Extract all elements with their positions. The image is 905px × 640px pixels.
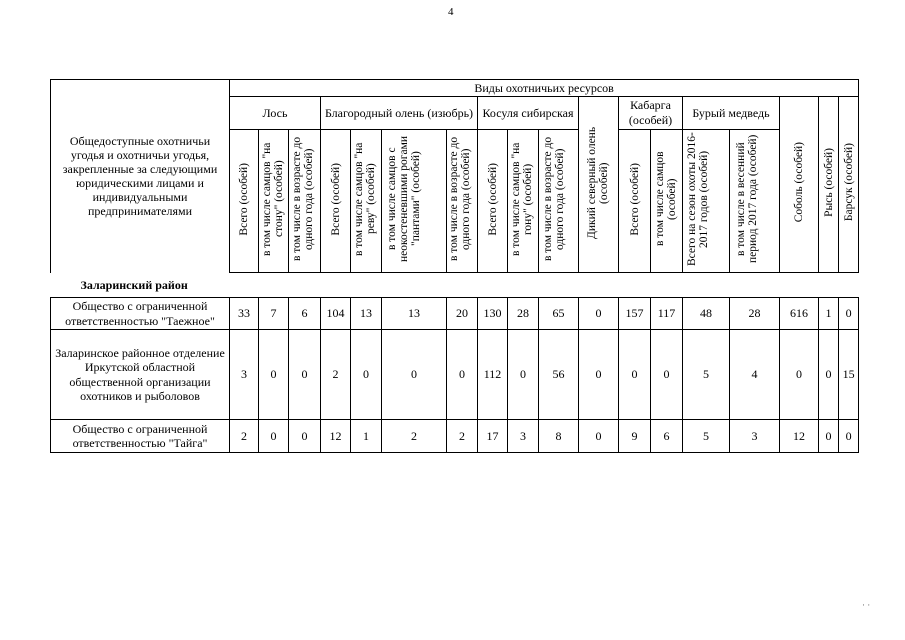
cell: 3 (508, 420, 539, 453)
group-bear: Бурый медведь (683, 97, 780, 130)
cell: 7 (259, 298, 289, 330)
cell: 8 (539, 420, 579, 453)
subcol-muskdeer-males: в том числе самцов (особей) (651, 130, 683, 273)
table-row (51, 420, 859, 453)
cell: 2 (321, 330, 351, 420)
subcol-reddeer-total: Всего (особей) (321, 130, 351, 273)
cell: 28 (508, 298, 539, 330)
subcol-reddeer-young: в том числе в возрасте до одного года (особей) (447, 130, 478, 273)
cell: 13 (382, 298, 447, 330)
group-lynx: Рысь (особей) (819, 97, 839, 273)
cell: 2 (447, 420, 478, 453)
group-reindeer: Дикий северный олень (особей) (579, 97, 619, 273)
cell: 104 (321, 298, 351, 330)
cell: 0 (508, 330, 539, 420)
cell: 0 (619, 330, 651, 420)
org-name: Общество с ограниченной ответственностью "Тайга" (51, 420, 230, 453)
cell: 0 (839, 298, 859, 330)
group-elk: Лось (230, 97, 321, 130)
subcol-elk-young: в том числе в возрасте до одного года (особей) (289, 130, 321, 273)
subcol-reddeer-antlers: в том числе самцов с неокостеневшими рогами "пантами" (особей) (382, 130, 447, 273)
cell: 2 (382, 420, 447, 453)
cell: 5 (683, 420, 730, 453)
cell: 1 (351, 420, 382, 453)
cell: 6 (289, 298, 321, 330)
cell: 33 (230, 298, 259, 330)
subcol-elk-total: Всего (особей) (230, 130, 259, 273)
hunting-resources-table (50, 79, 859, 453)
cell: 0 (289, 330, 321, 420)
page-number: 4 (448, 6, 454, 18)
cell: 0 (351, 330, 382, 420)
cell: 4 (730, 330, 780, 420)
cell: 13 (351, 298, 382, 330)
cell: 0 (259, 330, 289, 420)
cell: 130 (478, 298, 508, 330)
table-row (51, 298, 859, 330)
cell: 0 (819, 420, 839, 453)
cell: 6 (651, 420, 683, 453)
corner-header: Общедоступные охотничьи угодья и охотничьи угодья, закрепленные за следующими юридическими лицами и индивидуальными предпринимателями (51, 80, 230, 273)
scan-mark: · · (862, 600, 871, 610)
group-red-deer: Благородный олень (изюбрь) (321, 97, 478, 130)
subcol-elk-males: в том числе самцов "на стону" (особей) (259, 130, 289, 273)
cell: 157 (619, 298, 651, 330)
table-row (51, 330, 859, 420)
cell: 2 (230, 420, 259, 453)
cell: 3 (230, 330, 259, 420)
subcol-roedeer-young: в том числе в возрасте до одного года (особей) (539, 130, 579, 273)
group-musk-deer: Кабарга (особей) (619, 97, 683, 130)
resources-title: Виды охотничьих ресурсов (230, 80, 859, 97)
subcol-reddeer-males: в том числе самцов "на реву" (особей) (351, 130, 382, 273)
cell: 28 (730, 298, 780, 330)
cell: 112 (478, 330, 508, 420)
cell: 0 (579, 330, 619, 420)
cell: 56 (539, 330, 579, 420)
subcol-roedeer-males: в том числе самцов "на гону" (особей) (508, 130, 539, 273)
cell: 0 (651, 330, 683, 420)
cell: 48 (683, 298, 730, 330)
cell: 0 (289, 420, 321, 453)
cell: 0 (382, 330, 447, 420)
cell: 5 (683, 330, 730, 420)
subcol-muskdeer-total: Всего (особей) (619, 130, 651, 273)
cell: 17 (478, 420, 508, 453)
cell: 0 (780, 330, 819, 420)
subcol-bear-season: Всего на сезон охоты 2016-2017 годов (особей) (683, 130, 730, 273)
cell: 616 (780, 298, 819, 330)
group-sable: Соболь (особей) (780, 97, 819, 273)
cell: 9 (619, 420, 651, 453)
cell: 0 (839, 420, 859, 453)
cell: 20 (447, 298, 478, 330)
cell: 12 (321, 420, 351, 453)
cell: 0 (259, 420, 289, 453)
org-name: Общество с ограниченной ответственностью "Таежное" (51, 298, 230, 330)
cell: 0 (447, 330, 478, 420)
cell: 117 (651, 298, 683, 330)
cell: 0 (579, 420, 619, 453)
cell: 0 (819, 330, 839, 420)
cell: 15 (839, 330, 859, 420)
group-roe-deer: Косуля сибирская (478, 97, 579, 130)
group-badger: Барсук (особей) (839, 97, 859, 273)
cell: 65 (539, 298, 579, 330)
subcol-bear-spring: в том числе в весенний период 2017 года (особей) (730, 130, 780, 273)
cell: 12 (780, 420, 819, 453)
cell: 1 (819, 298, 839, 330)
cell: 0 (579, 298, 619, 330)
cell: 3 (730, 420, 780, 453)
org-name: Заларинское районное отделение Иркутской областной общественной организации охотников и рыболовов (51, 330, 230, 420)
district-label: Заларинский район (80, 277, 188, 292)
subcol-roedeer-total: Всего (особей) (478, 130, 508, 273)
